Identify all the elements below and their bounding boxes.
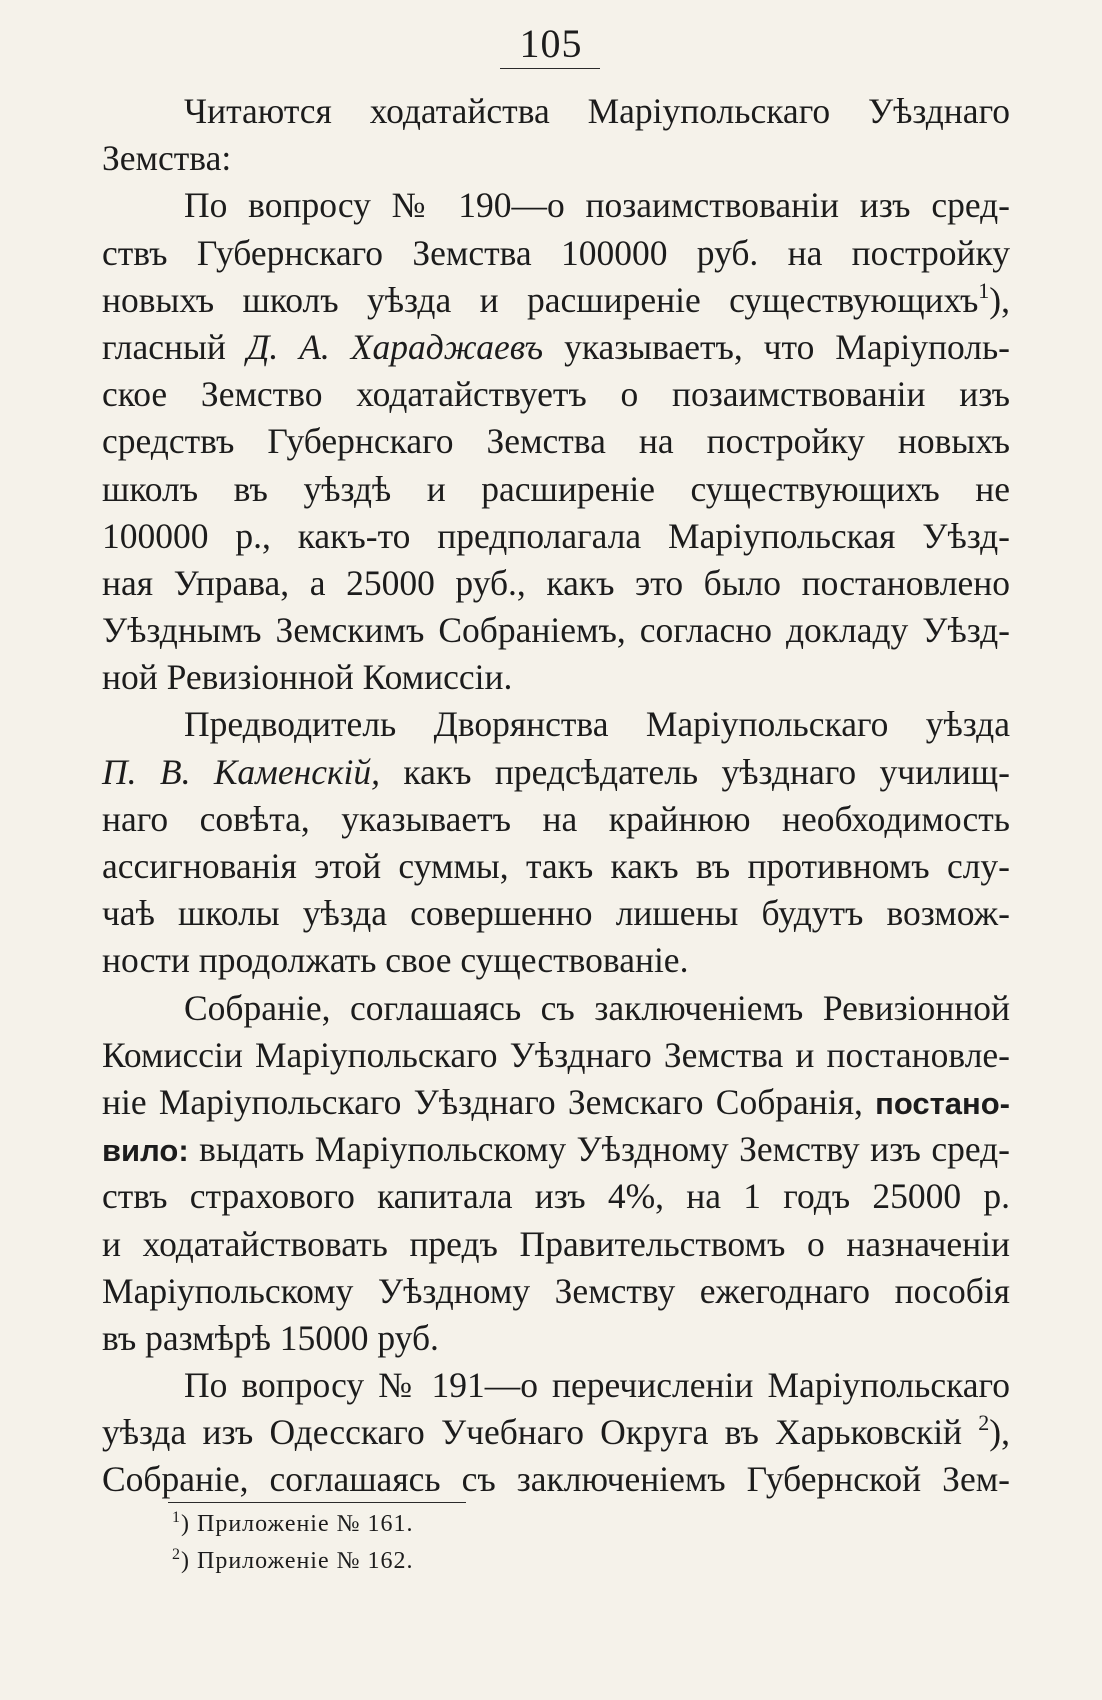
text-line: ствъ Губернскаго Земства 100000 руб. на постройку	[102, 232, 1010, 273]
footnote	[172, 1506, 414, 1543]
footnote-mark: 1	[172, 1509, 181, 1526]
text-line: ная Управа, а 25000 руб., какъ это было постановлено	[102, 562, 1010, 603]
text-line: и ходатайствовать предъ Правительствомъ о назначеніи	[102, 1223, 1010, 1264]
text-segment: уѣзда изъ Одесскаго Учебнаго Округа въ Харьковскій	[102, 1412, 979, 1453]
footnotes	[172, 1506, 414, 1580]
text-line: Уѣзднымъ Земскимъ Собраніемъ, согласно докладу Уѣзд-	[102, 610, 1010, 651]
person-name: Д. А. Хараджаевъ	[246, 326, 544, 367]
footnote-mark: 2	[172, 1546, 181, 1563]
footnote-ref: 2	[978, 1410, 990, 1436]
person-name: П. В. Каменскій,	[102, 751, 381, 792]
footnote-rule	[168, 1502, 466, 1503]
text-line: ной Ревизіонной Комиссіи.	[102, 657, 513, 698]
text-line: Земства:	[102, 138, 232, 179]
text-line	[102, 1126, 1010, 1173]
page-number: 105	[519, 21, 583, 66]
text-segment: выдать Маріупольскому Уѣздному Земству изъ сред-	[188, 1129, 1010, 1170]
text-line	[102, 277, 1010, 324]
text-line: ассигнованія этой суммы, такъ какъ въ противномъ слу-	[102, 846, 1010, 886]
header-rule	[500, 68, 600, 69]
text-line: школъ въ уѣздѣ и расширеніе существующихъ не	[102, 468, 1010, 509]
text-segment: гласный	[102, 326, 247, 367]
text-segment: ),	[989, 1412, 1010, 1453]
text-line: ности продолжать свое существованіе.	[102, 940, 689, 981]
text-line	[102, 1409, 1010, 1456]
text-line: Предводитель Дворянства Маріупольскаго уѣзда	[184, 704, 1010, 745]
text-line: По вопросу № 190—о позаимствованіи изъ сред-	[184, 185, 1010, 226]
resolution-keyword: постано-	[875, 1085, 1010, 1121]
text-segment: ніе Маріупольскаго Уѣзднаго Земскаго Собранія,	[102, 1081, 876, 1122]
resolution-keyword: вило:	[102, 1133, 189, 1169]
text-line: Собраніе, соглашаясь съ заключеніемъ Губернской Зем-	[102, 1459, 1010, 1500]
text-line: Маріупольскому Уѣздному Земству ежегоднаго пособія	[102, 1270, 1010, 1311]
text-line	[102, 324, 1010, 371]
body-text	[102, 88, 1010, 1504]
footnote-text: ) Приложеніе № 162.	[181, 1548, 414, 1574]
text-line: По вопросу № 191—о перечисленіи Маріупольскаго	[184, 1365, 1010, 1406]
text-segment: новыхъ школъ уѣзда и расширеніе существующихъ	[102, 279, 979, 320]
footnote-text: ) Приложеніе № 161.	[181, 1511, 414, 1537]
text-line: ское Земство ходатайствуетъ о позаимствованіи изъ	[102, 374, 1010, 415]
text-line	[102, 1079, 1010, 1126]
text-line: Комиссіи Маріупольскаго Уѣзднаго Земства и постановле-	[102, 1034, 1010, 1075]
text-segment: какъ предсѣдатель уѣзднаго училищ-	[380, 751, 1010, 792]
text-line: чаѣ школы уѣзда совершенно лишены будутъ возмож-	[102, 893, 1010, 934]
text-line: ствъ страхового капитала изъ 4%, на 1 годъ 25000 р.	[102, 1176, 1010, 1217]
text-line: въ размѣрѣ 15000 руб.	[102, 1317, 439, 1358]
text-line	[102, 749, 1010, 796]
text-segment: указываетъ, что Маріуполь-	[543, 326, 1010, 367]
text-line: Читаются ходатайства Маріупольскаго Уѣзднаго	[184, 91, 1010, 131]
footnote	[172, 1543, 414, 1580]
text-line: 100000 р., какъ-то предполагала Маріупольская Уѣзд-	[102, 515, 1010, 556]
footnote-ref: 1	[978, 277, 990, 303]
text-segment: ),	[989, 279, 1010, 320]
text-line: Собраніе, соглашаясь съ заключеніемъ Ревизіонной	[184, 987, 1010, 1028]
text-line: наго совѣта, указываетъ на крайнюю необходимость	[102, 798, 1010, 839]
text-line: средствъ Губернскаго Земства на постройку новыхъ	[102, 421, 1010, 462]
